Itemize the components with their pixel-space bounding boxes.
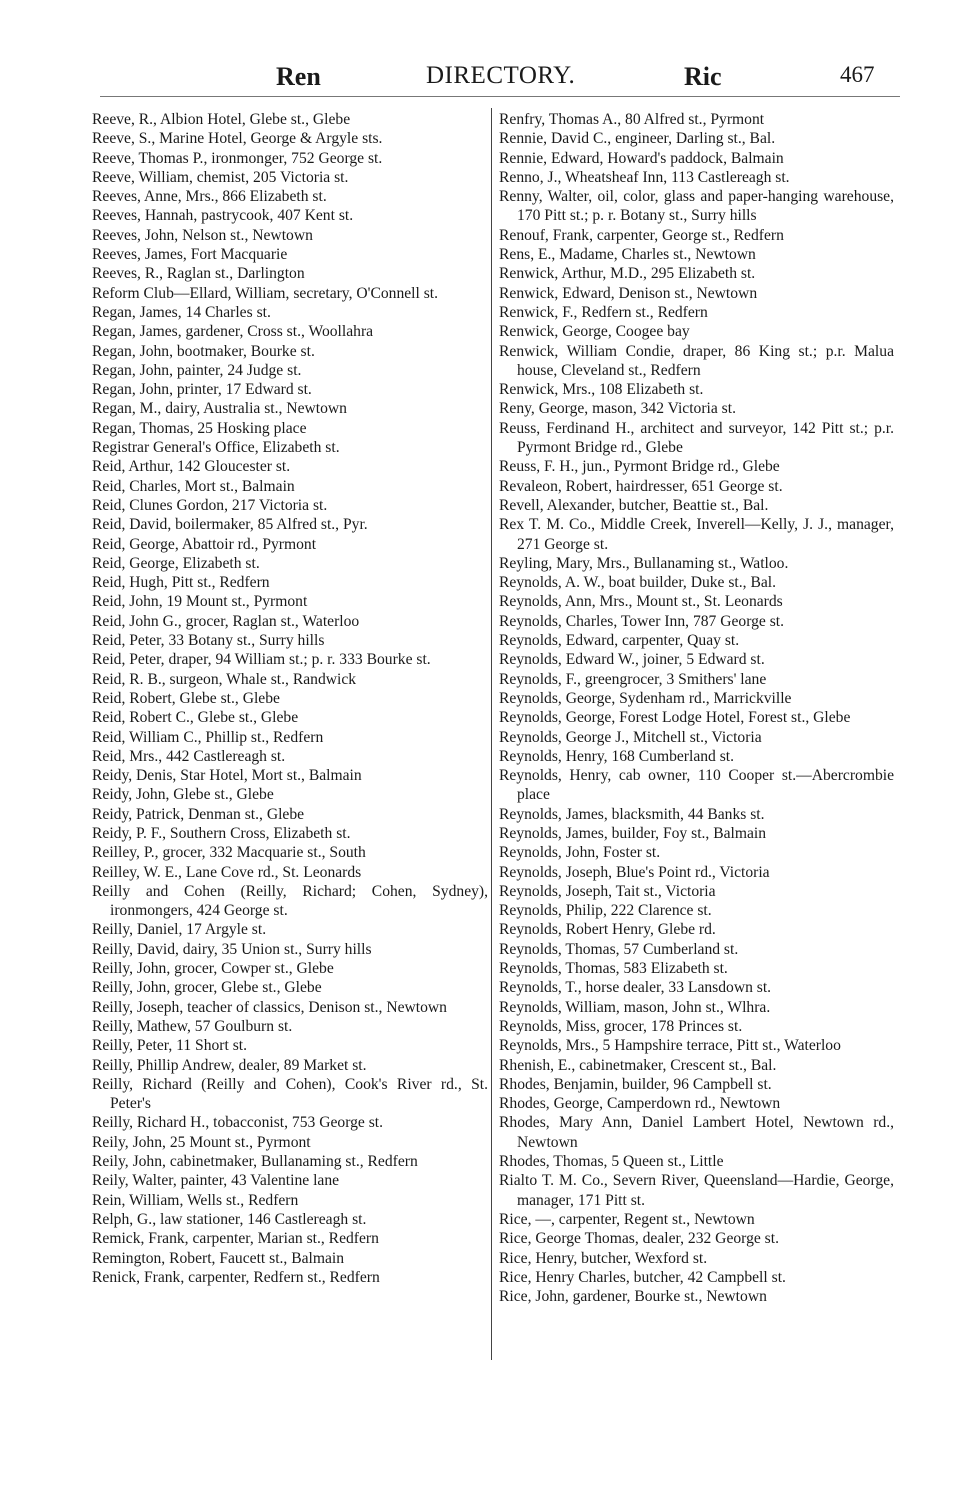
column-divider [491,108,492,1360]
directory-entry: Reid, Clunes Gordon, 217 Victoria st. [92,496,328,514]
directory-entry: Rhodes, Benjamin, builder, 96 Campbell st. [499,1075,772,1093]
directory-entry: Reeve, William, chemist, 205 Victoria st. [92,168,349,186]
directory-entry: Reily, John, 25 Mount st., Pyrmont [92,1133,311,1151]
directory-entry: Reynolds, James, builder, Foy st., Balmain [499,824,767,842]
directory-entry: Reynolds, Miss, grocer, 178 Princes st. [499,1017,743,1035]
directory-entry: Reily, John, cabinetmaker, Bullanaming st., Redfern [92,1153,418,1171]
directory-entry: Rice, Henry, butcher, Wexford st. [499,1249,708,1267]
directory-entry: Reuss, Ferdinand H., architect and surveyor, 142 Pitt st.; p.r. Pyrmont Bridge rd., Glebe [499,419,894,457]
directory-entry: Renwick, Mrs., 108 Elizabeth st. [499,381,704,399]
right-column [499,110,894,1306]
directory-entry: Revaleon, Robert, hairdresser, 651 George st. [499,477,783,495]
directory-entry: Reilly, Joseph, teacher of classics, Denison st., Newtown [92,998,447,1016]
directory-entry: Reily, Walter, painter, 43 Valentine lane [92,1172,340,1190]
directory-entry: Reilly, Peter, 11 Short st. [92,1037,248,1055]
directory-entry: Reynolds, Thomas, 583 Elizabeth st. [499,960,728,978]
directory-entry: Reid, John, 19 Mount st., Pyrmont [92,593,308,611]
directory-entry: Regan, John, bootmaker, Bourke st. [92,342,315,360]
directory-entry: Rennie, David C., engineer, Darling st., Bal. [499,130,776,148]
directory-entry: Reid, William C., Phillip st., Redfern [92,728,324,746]
directory-entry: Reynolds, Edward W., joiner, 5 Edward st. [499,651,765,669]
directory-entry: Remington, Robert, Faucett st., Balmain [92,1249,345,1267]
directory-entry: Reilly, Richard (Reilly and Cohen), Cook's River rd., St. Peter's [92,1075,488,1113]
directory-entry: Regan, Thomas, 25 Hosking place [92,419,307,437]
directory-entry: Rhodes, Mary Ann, Daniel Lambert Hotel, Newtown rd., Newtown [499,1114,894,1151]
directory-entry: Rhenish, E., cabinetmaker, Crescent st., Bal. [499,1056,777,1074]
directory-entry: Reyling, Mary, Mrs., Bullanaming st., Watloo. [499,554,789,572]
directory-entry: Reid, David, boilermaker, 85 Alfred st., Pyr. [92,516,368,534]
directory-entry: Reidy, P. F., Southern Cross, Elizabeth st. [92,824,351,842]
directory-entry: Reynolds, Robert Henry, Glebe rd. [499,921,716,939]
directory-entry: Reidy, Denis, Star Hotel, Mort st., Balmain [92,767,362,785]
directory-entry: Renwick, Edward, Denison st., Newtown [499,284,758,302]
directory-entry: Rice, George Thomas, dealer, 232 George st. [499,1230,779,1248]
directory-entry: Reynolds, A. W., boat builder, Duke st., Bal. [499,574,777,592]
directory-entry: Reynolds, Henry, 168 Cumberland st. [499,747,735,765]
directory-entry: Regan, James, 14 Charles st. [92,303,271,321]
directory-entry: Renny, Walter, oil, color, glass and paper-hanging warehouse, 170 Pitt st.; p. r. Botany st., Surry hills [499,188,894,225]
directory-entry: Renwick, F., Redfern st., Redfern [499,303,708,321]
directory-entry: Reynolds, F., greengrocer, 3 Smithers' lane [499,670,767,688]
directory-entry: Renno, J., Wheatsheaf Inn, 113 Castlereagh st. [499,168,790,186]
directory-entry: Reid, Charles, Mort st., Balmain [92,477,295,495]
directory-entry: Reynolds, T., horse dealer, 33 Lansdown st. [499,979,772,997]
directory-entry: Rhodes, George, Camperdown rd., Newtown [499,1095,781,1113]
directory-entry: Reidy, Patrick, Denman st., Glebe [92,805,305,823]
directory-entry: Reynolds, Thomas, 57 Cumberland st. [499,940,739,958]
directory-entry: Regan, John, printer, 17 Edward st. [92,381,312,399]
directory-entry: Reynolds, John, Foster st. [499,844,661,862]
directory-entry: Rens, E., Madame, Charles st., Newtown [499,246,756,264]
directory-entry: Reynolds, George, Sydenham rd., Marrickville [499,689,792,707]
directory-entry: Reilly, Daniel, 17 Argyle st. [92,921,267,939]
directory-entry: Reynolds, Henry, cab owner, 110 Cooper st.—Abercrombie place [499,767,894,804]
directory-entry: Reynolds, Joseph, Tait st., Victoria [499,882,716,900]
directory-entry: Rialto T. M. Co., Severn River, Queensland—Hardie, George, manager, 171 Pitt st. [499,1172,894,1209]
directory-entry: Revell, Alexander, butcher, Beattie st., Bal. [499,496,769,514]
left-column [92,110,488,1287]
directory-entry: Reynolds, Charles, Tower Inn, 787 George st. [499,612,785,630]
directory-entry: Reuss, F. H., jun., Pyrmont Bridge rd., Glebe [499,458,780,476]
directory-entry: Rex T. M. Co., Middle Creek, Inverell—Kelly, J. J., manager, 271 George st. [499,516,894,553]
directory-entry: Reeve, Thomas P., ironmonger, 752 George st. [92,149,383,167]
directory-entry: Reid, Hugh, Pitt st., Redfern [92,574,270,592]
directory-entry: Registrar General's Office, Elizabeth st. [92,439,340,457]
directory-entry: Remick, Frank, carpenter, Marian st., Redfern [92,1230,379,1248]
directory-entry: Reynolds, William, mason, John st., Wlhra. [499,998,771,1016]
directory-entry: Regan, M., dairy, Australia st., Newtown [92,400,347,418]
directory-entry: Reid, Robert C., Glebe st., Glebe [92,709,299,727]
directory-entry: Reform Club—Ellard, William, secretary, O'Connell st. [92,284,439,302]
directory-entry: Reilly, John, grocer, Glebe st., Glebe [92,979,322,997]
directory-entry: Reeves, Anne, Mrs., 866 Elizabeth st. [92,188,327,206]
directory-entry: Reynolds, Joseph, Blue's Point rd., Victoria [499,863,770,881]
directory-entry: Reeves, John, Nelson st., Newtown [92,226,313,244]
directory-entry: Renfry, Thomas A., 80 Alfred st., Pyrmont [499,111,765,128]
directory-entry: Reid, Peter, draper, 94 William st.; p. r. 333 Bourke st. [92,651,431,669]
directory-entry: Reynolds, George J., Mitchell st., Victoria [499,728,762,746]
header-rule [100,96,900,97]
left-guide-word: Ren [276,62,321,91]
directory-entry: Renouf, Frank, carpenter, George st., Redfern [499,226,784,244]
directory-entry: Regan, John, painter, 24 Judge st. [92,361,302,379]
directory-entry: Reny, George, mason, 342 Victoria st. [499,400,736,418]
directory-entry: Regan, James, gardener, Cross st., Woollahra [92,323,374,341]
directory-entry: Reynolds, Mrs., 5 Hampshire terrace, Pitt st., Waterloo [499,1037,841,1055]
directory-entry: Renwick, Arthur, M.D., 295 Elizabeth st. [499,265,756,283]
directory-entry: Rice, Henry Charles, butcher, 42 Campbell st. [499,1268,786,1286]
directory-entry: Reilly and Cohen (Reilly, Richard; Cohen, Sydney), ironmongers, 424 George st. [92,882,488,920]
directory-entry: Reynolds, Ann, Mrs., Mount st., St. Leonards [499,593,783,611]
directory-entry: Renwick, George, Coogee bay [499,323,690,341]
directory-entry: Reid, George, Elizabeth st. [92,554,260,572]
directory-entry: Reilley, W. E., Lane Cove rd., St. Leonards [92,863,362,881]
directory-entry: Reid, R. B., surgeon, Whale st., Randwick [92,670,357,688]
directory-entry: Reynolds, Philip, 222 Clarence st. [499,902,712,920]
page-title: DIRECTORY. [426,62,576,89]
directory-entry: Reilly, David, dairy, 35 Union st., Surry hills [92,940,372,958]
directory-entry: Relph, G., law stationer, 146 Castlereagh st. [92,1210,367,1228]
directory-entry: Reid, Robert, Glebe st., Glebe [92,689,280,707]
directory-entry: Reeves, James, Fort Macquarie [92,246,288,264]
directory-entry: Reid, John G., grocer, Raglan st., Waterloo [92,612,360,630]
directory-entry: Reilly, Phillip Andrew, dealer, 89 Market st. [92,1056,367,1074]
directory-entry: Reilley, P., grocer, 332 Macquarie st., South [92,844,366,862]
directory-entry: Reynolds, James, blacksmith, 44 Banks st. [499,805,765,823]
directory-entry: Renick, Frank, carpenter, Redfern st., Redfern [92,1268,380,1286]
directory-entry: Rhodes, Thomas, 5 Queen st., Little [499,1153,724,1171]
directory-entry: Reilly, Mathew, 57 Goulburn st. [92,1017,293,1035]
directory-entry: Reidy, John, Glebe st., Glebe [92,786,274,804]
directory-entry: Reeve, R., Albion Hotel, Glebe st., Glebe [92,111,351,128]
directory-entry: Reilly, John, grocer, Cowper st., Glebe [92,960,334,978]
right-guide-word: Ric [684,62,722,91]
directory-entry: Reid, Mrs., 442 Castlereagh st. [92,747,286,765]
directory-entry: Reynolds, George, Forest Lodge Hotel, Forest st., Glebe [499,709,851,727]
directory-entry: Rice, John, gardener, Bourke st., Newtown [499,1288,767,1306]
directory-entry: Rennie, Edward, Howard's paddock, Balmain [499,149,784,167]
page-number: 467 [840,62,875,87]
directory-entry: Reilly, Richard H., tobacconist, 753 George st. [92,1114,384,1132]
directory-entry: Reeve, S., Marine Hotel, George & Argyle sts. [92,130,383,148]
directory-entry: Reynolds, Edward, carpenter, Quay st. [499,632,740,650]
directory-entry: Reid, Arthur, 142 Gloucester st. [92,458,291,476]
directory-entry: Reeves, R., Raglan st., Darlington [92,265,305,283]
directory-entry: Reid, George, Abattoir rd., Pyrmont [92,535,317,553]
directory-entry: Rein, William, Wells st., Redfern [92,1191,299,1209]
directory-entry: Renwick, William Condie, draper, 86 King st.; p.r. Malua house, Cleveland st., Redfern [499,342,894,379]
directory-entry: Reid, Peter, 33 Botany st., Surry hills [92,632,325,650]
directory-entry: Rice, —, carpenter, Regent st., Newtown [499,1210,755,1228]
directory-entry: Reeves, Hannah, pastrycook, 407 Kent st. [92,207,354,225]
